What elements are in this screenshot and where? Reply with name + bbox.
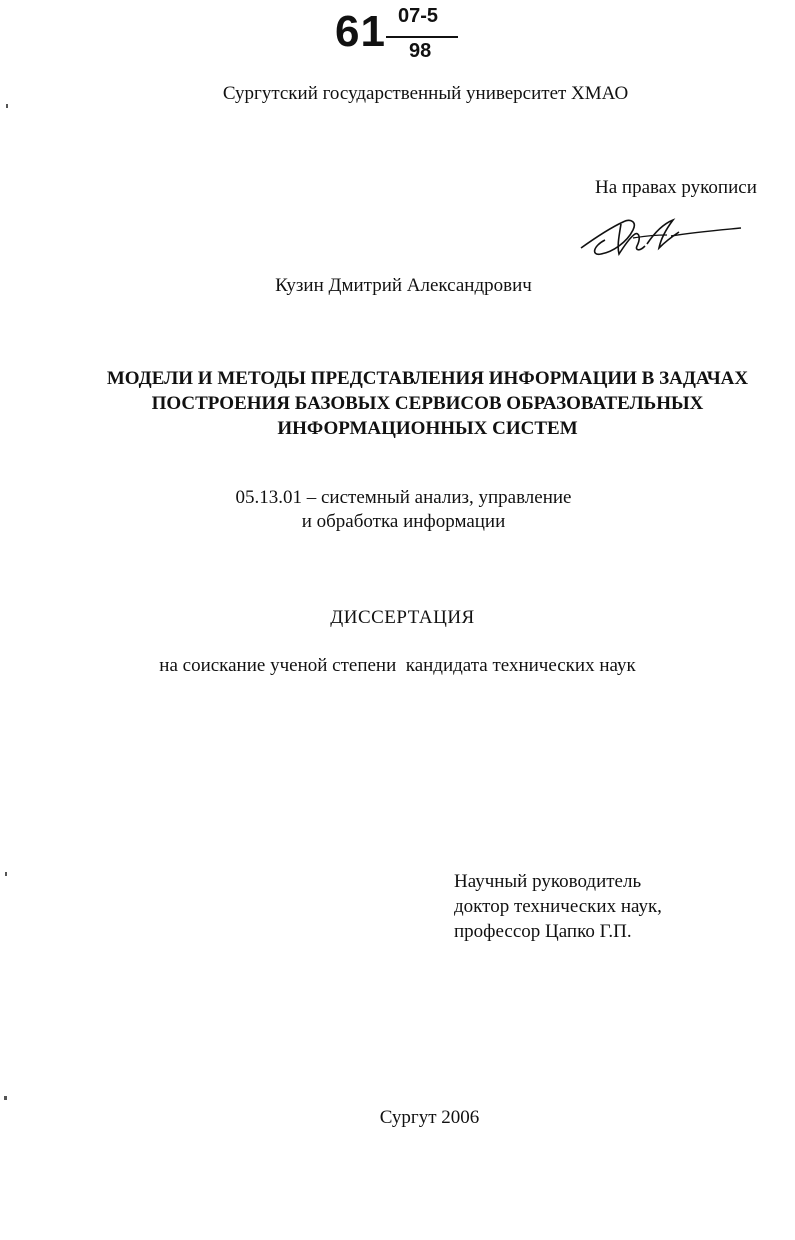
specialty-line: 05.13.01 – системный анализ, управление [235,487,572,508]
catalog-stamp-numerator: 07-5 [398,5,439,27]
signature-icon [575,208,745,264]
title-line: ИНФОРМАЦИОННЫХ СИСТЕМ [277,418,578,439]
rights-notice: На правах рукописи [595,177,757,198]
scan-speck [6,104,8,108]
degree-statement: на соискание ученой степени кандидата технических наук [159,655,636,676]
title-line: ПОСТРОЕНИЯ БАЗОВЫХ СЕРВИСОВ ОБРАЗОВАТЕЛЬНЫХ [151,393,704,414]
document-type: ДИССЕРТАЦИЯ [330,607,475,628]
catalog-stamp-number: 61 [335,7,386,56]
supervisor-line: Научный руководитель [454,871,642,892]
author-name: Кузин Дмитрий Александрович [275,275,532,296]
supervisor-block [454,869,662,944]
university-name: Сургутский государственный университет ХМАО [222,83,629,104]
catalog-stamp-fraction-line [386,36,458,38]
specialty [6,486,795,534]
scan-speck [4,1096,7,1100]
supervisor-line: доктор технических наук, [454,896,662,917]
specialty-line: и обработка информации [301,511,506,532]
title-line: МОДЕЛИ И МЕТОДЫ ПРЕДСТАВЛЕНИЯ ИНФОРМАЦИИ В ЗАДАЧАХ [106,368,749,389]
supervisor-line: профессор Цапко Г.П. [454,921,632,942]
dissertation-title [60,366,795,441]
scan-speck [5,872,7,876]
catalog-stamp-denominator: 98 [409,40,432,62]
city-year: Сургут 2006 [379,1107,480,1128]
